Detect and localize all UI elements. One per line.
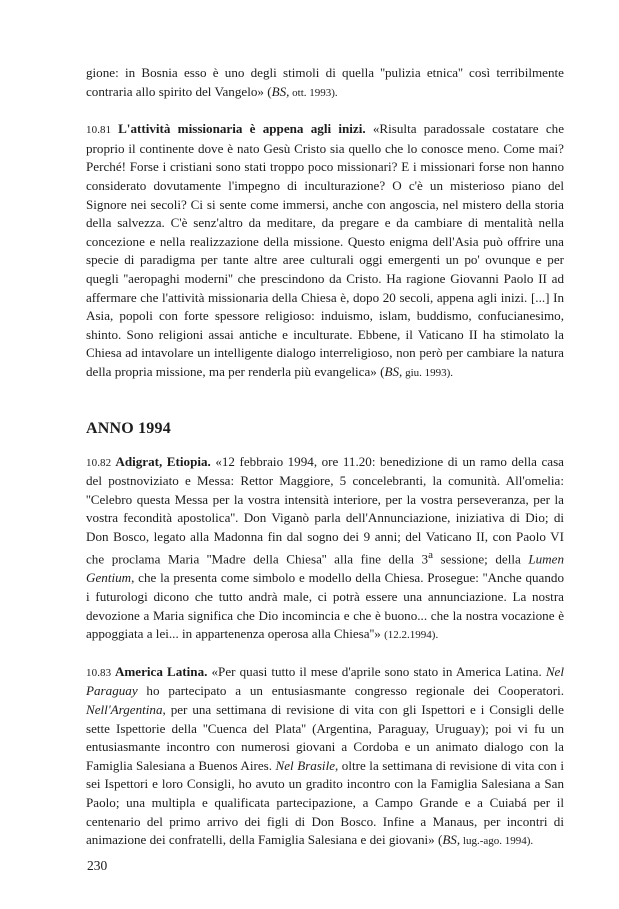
paragraph-number: 10.81 (86, 124, 119, 137)
page-number: 230 (87, 858, 108, 873)
paragraph-text: , che la presenta come simbolo e modello della Chiesa. Prosegue: ''Anche quando i futurologi dicono che tutto andrà male, ci potrà essere una annunciazione. La nostra devozione a Maria significa che Dio incomincia e che è buono... che la nostra vocazione è appoggiata a lei... in appartenenza operosa alla Chiesa''» (86, 570, 564, 642)
paragraph-text: «Risulta paradossale costatare che proprio il continente dove è nato Gesù Cristo sia quello che lo conosce meno. Come mai? Perché! Forse i cristiani sono stati troppo poco missionari? E i missionari forse non hanno considerato dovutamente l'impegno di inculturazione? O c'è un misterioso piano del Signore nei secoli? Ci si sente come immersi, anche con angoscia, nel mistero della storia della salvezza. C'è senz'altro da meditare, da pregare e da cambiare di mentalità nella concezione e nella realizzazione della missione. Questo enigma dell'Asia può offrire una specie di paradigma per tante altre aree culturali oggi emergenti un po' ovunque e per quegli ''aeropaghi moderni'' che prescindono da Cristo. Ha ragione Giovanni Paolo II ad affermare che l'attività missionaria della Chiesa è, dopo 20 secoli, appena agli inizi. [...] In Asia, popoli con forte spessore religioso: induismo, islam, buddismo, confucianesimo, shinto. Sono religioni assai antiche e inculturate. Ebbene, il Vaticano II ha stimolato la Chiesa ad intavolare un intelligente dialogo interreligioso, non però per cambiare la natura della propria missione, ma per renderla più evangelica» ( (86, 121, 565, 379)
source-abbrev: BS, (271, 83, 290, 99)
year-heading: ANNO 1994 (86, 419, 171, 437)
paragraph-number: 10.82 (86, 456, 116, 469)
source-abbrev: BS, (384, 363, 403, 379)
superscript: a (428, 549, 433, 562)
paragraph-title: L'attività missionaria è appena agli inizi. (118, 121, 366, 137)
paragraph-title: America Latina. (114, 663, 208, 679)
paragraph-continued: gione: in Bosnia esso è uno degli stimoli di quella ''pulizia etnica'' così terribilmente contraria allo spirito del Vangelo» (BS, ott. 1993). (86, 65, 564, 99)
paragraph-number: 10.83 (86, 666, 115, 679)
italic-place: Nel Brasile (275, 757, 336, 773)
paragraph-text: , oltre la settimana di revisione di vita con i sei Ispettori e loro Consigli, ho avuto un gradito incontro con la Famiglia Salesiana a San Paolo; una multipla e qualificata partecipazione, a Campo Grande e a Cuiabá per il centenario del primo arrivo dei figli di Don Bosco. Infine a Manaus, per incontri di animazione dei confratelli, della Famiglia Salesiana e dei giovani» ( (86, 757, 564, 848)
source-date: ott. 1993). (289, 86, 338, 99)
paragraph-text: , per una settimana di revisione di vita con gli Ispettori e i Consigli delle sette Ispettorie della ''Cuenca del Plata'' (Argentina, Paraguay, Uruguay); poi vi fu un entusiasmante incontro con numerosi giovani a Cordoba e un animato dialogo con la Famiglia Salesiana a Buenos Aires. (86, 701, 564, 773)
source-abbrev: BS, (442, 832, 461, 848)
italic-place: Nel Paraguay (86, 663, 565, 699)
source-date: lug.-ago. 1994). (460, 835, 534, 848)
page-body (86, 64, 564, 851)
paragraph-text: ho partecipato a un entusiasmante congresso regionale dei Cooperatori. (137, 683, 564, 699)
paragraph-10-82 (86, 453, 564, 645)
source-date: giu. 1993). (402, 366, 454, 379)
paragraph-text: sessione; della (432, 551, 529, 567)
italic-title: Lumen Gentium (86, 551, 564, 586)
paragraph-text: gione: in Bosnia esso è uno degli stimoli di quella ''pulizia etnica'' così terribilmente contraria allo spirito del Vangelo» (86, 65, 564, 99)
source-date: (12.2.1994). (384, 629, 439, 642)
italic-place: Nell'Argentina (86, 701, 163, 717)
paragraph-10-83 (86, 663, 564, 851)
paragraph-text: «Per quasi tutto il mese d'aprile sono stato in America Latina. (207, 663, 546, 679)
paragraph-10-81 (86, 120, 564, 382)
paragraph-title: Adigrat, Etiopia. (115, 453, 211, 469)
paragraph-text: «12 febbraio 1994, ore 11.20: benedizione di un ramo della casa del postnoviziato e Messa: Rettor Maggiore, 5 concelebranti, la comunità. All'omelia: ''Celebro questa Messa per la vostra intensità interiore, per la vostra perseveranza, per la vostra fecondità apostolica''. Don Viganò parla dell'Annunciazione, iniziativa di Dio; di Don Bosco, legato alla Madonna fin dal sogno dei 9 anni; del Vaticano II, con Paolo VI che proclama Maria ''Madre della Chiesa'' alla fine della 3 (86, 453, 564, 567)
